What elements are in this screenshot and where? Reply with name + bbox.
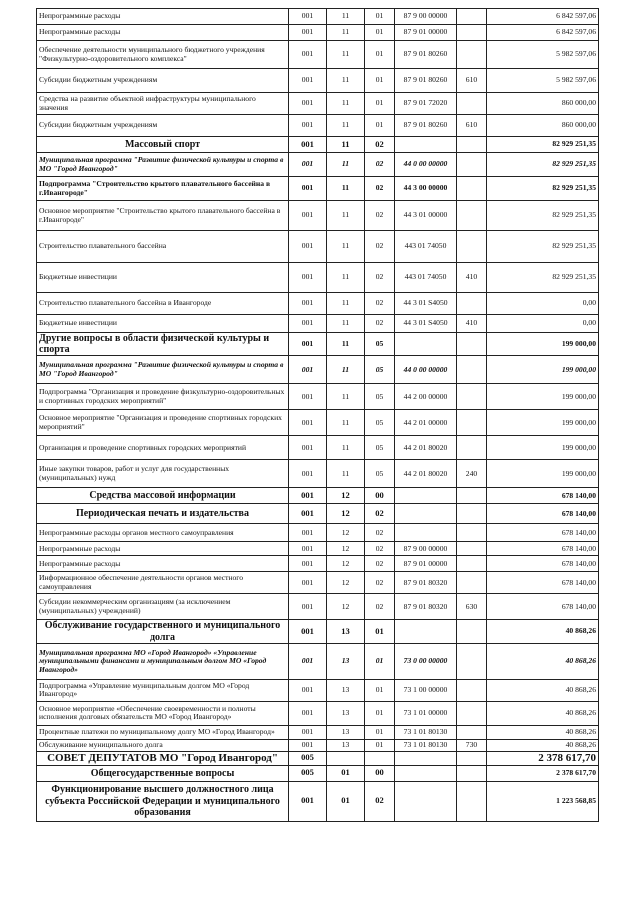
row-name: Субсидии некоммерческим организациям (за исключением (муниципальных) учреждений): [37, 594, 289, 620]
row-expense-type: [457, 384, 487, 410]
row-name: Другие вопросы в области физической культуры и спорта: [37, 333, 289, 356]
row-razdel: 11: [327, 356, 365, 384]
row-sum: 678 140,00: [487, 556, 599, 572]
row-razdel: 01: [327, 765, 365, 781]
row-name: Непрограммные расходы: [37, 542, 289, 556]
row-podrazdel: 01: [365, 115, 395, 137]
row-sum: 199 000,00: [487, 356, 599, 384]
row-ved: 001: [289, 524, 327, 542]
row-expense-type: [457, 620, 487, 643]
row-podrazdel: 02: [365, 542, 395, 556]
row-expense-type: [457, 177, 487, 201]
row-razdel: 12: [327, 572, 365, 594]
row-podrazdel: 01: [365, 701, 395, 725]
row-target-article: 87 9 01 80260: [395, 69, 457, 93]
row-name: Непрограммные расходы: [37, 9, 289, 25]
row-razdel: 11: [327, 263, 365, 293]
row-razdel: 11: [327, 410, 365, 436]
row-expense-type: [457, 765, 487, 781]
row-name: Основное мероприятие "Организация и проведение спортивных городских мероприятий": [37, 410, 289, 436]
row-expense-type: [457, 725, 487, 739]
row-name: Процентные платежи по муниципальному долгу МО «Город Ивангород»: [37, 725, 289, 739]
row-target-article: 44 3 01 S4050: [395, 315, 457, 333]
row-target-article: 87 9 01 80320: [395, 594, 457, 620]
row-ved: 001: [289, 137, 327, 153]
row-expense-type: [457, 556, 487, 572]
row-name: Подпрограмма "Строительство крытого плавательного бассейна в г.Ивангороде": [37, 177, 289, 201]
row-sum: 678 140,00: [487, 542, 599, 556]
row-podrazdel: 02: [365, 315, 395, 333]
row-sum: 199 000,00: [487, 460, 599, 488]
row-expense-type: [457, 93, 487, 115]
row-name: Массовый спорт: [37, 137, 289, 153]
row-name: Муниципальная программа МО «Город Ивангород» «Управление муниципальными финансами и муниципальным долгом МО «Город Ивангород»: [37, 643, 289, 679]
row-name: Строительство плавательного бассейна в Ивангороде: [37, 293, 289, 315]
table-row: [37, 701, 599, 725]
row-podrazdel: 02: [365, 572, 395, 594]
row-sum: 860 000,00: [487, 93, 599, 115]
row-sum: 6 842 597,06: [487, 9, 599, 25]
row-target-article: 443 01 74050: [395, 263, 457, 293]
row-expense-type: [457, 41, 487, 69]
row-sum: 82 929 251,35: [487, 263, 599, 293]
budget-table: [36, 8, 599, 822]
table-row: [37, 504, 599, 524]
row-target-article: 44 3 01 S4050: [395, 293, 457, 315]
row-target-article: [395, 524, 457, 542]
row-sum: 82 929 251,35: [487, 231, 599, 263]
row-ved: 001: [289, 356, 327, 384]
row-target-article: 73 0 00 00000: [395, 643, 457, 679]
table-row: [37, 572, 599, 594]
table-row: [37, 356, 599, 384]
row-ved: 001: [289, 115, 327, 137]
row-razdel: 11: [327, 293, 365, 315]
row-razdel: 12: [327, 524, 365, 542]
row-target-article: 44 2 01 00000: [395, 410, 457, 436]
row-sum: 199 000,00: [487, 384, 599, 410]
row-expense-type: [457, 356, 487, 384]
row-ved: 001: [289, 436, 327, 460]
row-expense-type: [457, 293, 487, 315]
row-sum: 5 982 597,06: [487, 69, 599, 93]
row-expense-type: [457, 781, 487, 821]
row-sum: 6 842 597,06: [487, 25, 599, 41]
row-razdel: 11: [327, 201, 365, 231]
row-razdel: 11: [327, 315, 365, 333]
row-ved: 001: [289, 572, 327, 594]
row-ved: 001: [289, 460, 327, 488]
row-name: Строительство плавательного бассейна: [37, 231, 289, 263]
row-podrazdel: 01: [365, 739, 395, 751]
row-ved: 001: [289, 69, 327, 93]
row-target-article: [395, 137, 457, 153]
row-podrazdel: 01: [365, 643, 395, 679]
row-name: Информационное обеспечение деятельности органов местного самоуправления: [37, 572, 289, 594]
row-razdel: 11: [327, 177, 365, 201]
row-razdel: 12: [327, 556, 365, 572]
row-ved: 001: [289, 542, 327, 556]
row-razdel: 11: [327, 231, 365, 263]
table-row: [37, 115, 599, 137]
row-target-article: 44 0 00 00000: [395, 356, 457, 384]
row-target-article: 44 0 00 00000: [395, 153, 457, 177]
row-ved: 001: [289, 556, 327, 572]
row-expense-type: 730: [457, 739, 487, 751]
table-row: [37, 231, 599, 263]
row-name: Подпрограмма "Организация и проведение физкультурно-оздоровительных и спортивных городских мероприятий": [37, 384, 289, 410]
row-razdel: 13: [327, 679, 365, 701]
table-row: [37, 643, 599, 679]
row-podrazdel: 02: [365, 263, 395, 293]
table-row: [37, 263, 599, 293]
row-target-article: 87 9 01 80260: [395, 115, 457, 137]
row-sum: 678 140,00: [487, 488, 599, 504]
row-expense-type: 240: [457, 460, 487, 488]
row-name: Муниципальная программа "Развитие физической культуры и спорта в МО "Город Ивангород": [37, 153, 289, 177]
table-row: [37, 93, 599, 115]
row-name: Непрограммные расходы: [37, 556, 289, 572]
row-sum: 678 140,00: [487, 504, 599, 524]
row-sum: 199 000,00: [487, 333, 599, 356]
row-razdel: 11: [327, 384, 365, 410]
row-sum: 5 982 597,06: [487, 41, 599, 69]
row-podrazdel: 01: [365, 679, 395, 701]
row-ved: 001: [289, 293, 327, 315]
row-sum: 40 868,26: [487, 620, 599, 643]
row-name: Средства массовой информации: [37, 488, 289, 504]
row-expense-type: [457, 701, 487, 725]
row-podrazdel: 02: [365, 177, 395, 201]
row-sum: 199 000,00: [487, 410, 599, 436]
row-expense-type: [457, 153, 487, 177]
row-name: Средства на развитие объектной инфраструктуры муниципального значения: [37, 93, 289, 115]
row-ved: 001: [289, 504, 327, 524]
row-target-article: 87 9 01 80320: [395, 572, 457, 594]
row-razdel: 11: [327, 115, 365, 137]
table-row: [37, 25, 599, 41]
row-expense-type: [457, 488, 487, 504]
row-expense-type: [457, 410, 487, 436]
table-row: [37, 751, 599, 765]
row-razdel: 11: [327, 460, 365, 488]
row-ved: 001: [289, 725, 327, 739]
table-row: [37, 315, 599, 333]
row-name: Иные закупки товаров, работ и услуг для государственных (муниципальных) нужд: [37, 460, 289, 488]
table-row: [37, 9, 599, 25]
row-podrazdel: 01: [365, 620, 395, 643]
table-row: [37, 460, 599, 488]
table-row: [37, 293, 599, 315]
row-sum: 40 868,26: [487, 725, 599, 739]
table-row: [37, 410, 599, 436]
row-razdel: 13: [327, 643, 365, 679]
row-expense-type: [457, 25, 487, 41]
row-sum: 1 223 568,85: [487, 781, 599, 821]
row-podrazdel: 05: [365, 384, 395, 410]
row-ved: 005: [289, 765, 327, 781]
row-sum: 2 378 617,70: [487, 765, 599, 781]
row-name: Бюджетные инвестиции: [37, 315, 289, 333]
row-target-article: 87 9 01 00000: [395, 556, 457, 572]
row-ved: 001: [289, 153, 327, 177]
row-target-article: 44 3 01 00000: [395, 201, 457, 231]
row-expense-type: 410: [457, 263, 487, 293]
row-razdel: 11: [327, 41, 365, 69]
row-expense-type: [457, 572, 487, 594]
table-row: [37, 556, 599, 572]
row-ved: 001: [289, 9, 327, 25]
row-podrazdel: 00: [365, 765, 395, 781]
row-podrazdel: 01: [365, 41, 395, 69]
row-name: Обслуживание муниципального долга: [37, 739, 289, 751]
table-row: [37, 333, 599, 356]
row-podrazdel: 05: [365, 356, 395, 384]
table-row: [37, 41, 599, 69]
row-podrazdel: 01: [365, 93, 395, 115]
row-razdel: 11: [327, 9, 365, 25]
row-target-article: 87 9 01 80260: [395, 41, 457, 69]
row-sum: 199 000,00: [487, 436, 599, 460]
table-row: [37, 765, 599, 781]
row-ved: 001: [289, 739, 327, 751]
row-razdel: 01: [327, 781, 365, 821]
row-podrazdel: 00: [365, 488, 395, 504]
row-target-article: 44 3 00 00000: [395, 177, 457, 201]
row-ved: 001: [289, 594, 327, 620]
row-name: Общегосударственные вопросы: [37, 765, 289, 781]
row-name: Бюджетные инвестиции: [37, 263, 289, 293]
row-sum: 82 929 251,35: [487, 153, 599, 177]
row-podrazdel: [365, 751, 395, 765]
row-expense-type: [457, 436, 487, 460]
row-podrazdel: 02: [365, 556, 395, 572]
row-name: Субсидии бюджетным учреждениям: [37, 69, 289, 93]
row-name: Субсидии бюджетным учреждениям: [37, 115, 289, 137]
row-ved: 001: [289, 315, 327, 333]
row-podrazdel: 02: [365, 524, 395, 542]
row-target-article: 87 9 00 00000: [395, 542, 457, 556]
row-podrazdel: 02: [365, 781, 395, 821]
row-razdel: [327, 751, 365, 765]
row-target-article: 44 2 01 80020: [395, 436, 457, 460]
row-podrazdel: 02: [365, 231, 395, 263]
table-row: [37, 620, 599, 643]
row-podrazdel: 05: [365, 410, 395, 436]
row-expense-type: [457, 524, 487, 542]
row-sum: 678 140,00: [487, 594, 599, 620]
table-row: [37, 679, 599, 701]
row-target-article: 73 1 01 80130: [395, 739, 457, 751]
table-row: [37, 436, 599, 460]
row-name: Обслуживание государственного и муниципального долга: [37, 620, 289, 643]
row-podrazdel: 02: [365, 293, 395, 315]
row-sum: 40 868,26: [487, 679, 599, 701]
row-name: Периодическая печать и издательства: [37, 504, 289, 524]
row-razdel: 11: [327, 25, 365, 41]
row-podrazdel: 02: [365, 504, 395, 524]
table-row: [37, 739, 599, 751]
row-target-article: 44 2 00 00000: [395, 384, 457, 410]
row-expense-type: [457, 679, 487, 701]
table-row: [37, 384, 599, 410]
row-ved: 001: [289, 620, 327, 643]
row-expense-type: [457, 9, 487, 25]
row-sum: 40 868,26: [487, 701, 599, 725]
row-sum: 678 140,00: [487, 524, 599, 542]
table-row: [37, 725, 599, 739]
row-expense-type: 610: [457, 115, 487, 137]
table-row: [37, 177, 599, 201]
row-ved: 001: [289, 231, 327, 263]
row-name: Муниципальная программа "Развитие физической культуры и спорта в МО "Город Ивангород": [37, 356, 289, 384]
row-ved: 001: [289, 333, 327, 356]
row-sum: 82 929 251,35: [487, 137, 599, 153]
row-podrazdel: 02: [365, 201, 395, 231]
row-ved: 001: [289, 701, 327, 725]
row-target-article: [395, 504, 457, 524]
row-podrazdel: 01: [365, 69, 395, 93]
row-target-article: 73 1 01 80130: [395, 725, 457, 739]
row-sum: 860 000,00: [487, 115, 599, 137]
row-sum: 678 140,00: [487, 572, 599, 594]
row-ved: 001: [289, 93, 327, 115]
table-row: [37, 201, 599, 231]
row-sum: 2 378 617,70: [487, 751, 599, 765]
row-target-article: 44 2 01 80020: [395, 460, 457, 488]
row-name: Непрограммные расходы: [37, 25, 289, 41]
table-row: [37, 153, 599, 177]
row-target-article: 73 1 01 00000: [395, 701, 457, 725]
row-razdel: 13: [327, 701, 365, 725]
row-name: СОВЕТ ДЕПУТАТОВ МО "Город Ивангород": [37, 751, 289, 765]
row-podrazdel: 02: [365, 137, 395, 153]
row-ved: 001: [289, 201, 327, 231]
row-sum: 40 868,26: [487, 739, 599, 751]
row-expense-type: 410: [457, 315, 487, 333]
row-sum: 0,00: [487, 293, 599, 315]
row-sum: 40 868,26: [487, 643, 599, 679]
row-expense-type: [457, 201, 487, 231]
row-razdel: 12: [327, 488, 365, 504]
row-podrazdel: 05: [365, 436, 395, 460]
row-target-article: [395, 333, 457, 356]
row-name: Обеспечение деятельности муниципального бюджетного учреждения "Физкультурно-оздоровительного комплекса": [37, 41, 289, 69]
row-razdel: 13: [327, 725, 365, 739]
table-row: [37, 488, 599, 504]
row-podrazdel: 05: [365, 460, 395, 488]
row-podrazdel: 01: [365, 25, 395, 41]
row-expense-type: [457, 542, 487, 556]
row-razdel: 13: [327, 739, 365, 751]
row-ved: 001: [289, 643, 327, 679]
row-target-article: 87 9 01 00000: [395, 25, 457, 41]
row-target-article: [395, 488, 457, 504]
row-ved: 001: [289, 488, 327, 504]
row-razdel: 11: [327, 333, 365, 356]
row-razdel: 12: [327, 542, 365, 556]
row-expense-type: [457, 231, 487, 263]
row-target-article: 87 9 00 00000: [395, 9, 457, 25]
row-target-article: [395, 751, 457, 765]
row-expense-type: [457, 643, 487, 679]
row-sum: 0,00: [487, 315, 599, 333]
table-row: [37, 524, 599, 542]
row-ved: 001: [289, 177, 327, 201]
row-ved: 001: [289, 679, 327, 701]
row-target-article: 73 1 00 00000: [395, 679, 457, 701]
row-name: Основное мероприятие «Обеспечение своевременности и полноты исполнения долговых обязательств МО «Город Ивангород»: [37, 701, 289, 725]
row-razdel: 11: [327, 153, 365, 177]
table-row: [37, 542, 599, 556]
row-razdel: 11: [327, 137, 365, 153]
table-row: [37, 69, 599, 93]
row-name: Функционирование высшего должностного лица субъекта Российской Федерации и муниципального образования: [37, 781, 289, 821]
row-expense-type: [457, 504, 487, 524]
row-expense-type: [457, 751, 487, 765]
row-podrazdel: 01: [365, 725, 395, 739]
row-razdel: 11: [327, 69, 365, 93]
row-sum: 82 929 251,35: [487, 177, 599, 201]
table-row: [37, 137, 599, 153]
row-expense-type: [457, 137, 487, 153]
row-ved: 001: [289, 41, 327, 69]
row-target-article: [395, 620, 457, 643]
row-razdel: 11: [327, 436, 365, 460]
row-target-article: [395, 781, 457, 821]
row-podrazdel: 02: [365, 594, 395, 620]
row-razdel: 11: [327, 93, 365, 115]
row-sum: 82 929 251,35: [487, 201, 599, 231]
row-podrazdel: 01: [365, 9, 395, 25]
row-razdel: 12: [327, 594, 365, 620]
row-target-article: 443 01 74050: [395, 231, 457, 263]
row-name: Непрограммные расходы органов местного самоуправления: [37, 524, 289, 542]
row-ved: 001: [289, 410, 327, 436]
row-target-article: [395, 765, 457, 781]
row-ved: 001: [289, 384, 327, 410]
row-expense-type: 610: [457, 69, 487, 93]
row-ved: 005: [289, 751, 327, 765]
row-expense-type: 630: [457, 594, 487, 620]
row-expense-type: [457, 333, 487, 356]
row-ved: 001: [289, 781, 327, 821]
row-razdel: 12: [327, 504, 365, 524]
table-row: [37, 781, 599, 821]
row-podrazdel: 05: [365, 333, 395, 356]
row-podrazdel: 02: [365, 153, 395, 177]
row-target-article: 87 9 01 72020: [395, 93, 457, 115]
row-name: Подпрограмма «Управление муниципальным долгом МО «Город Ивангород»: [37, 679, 289, 701]
row-ved: 001: [289, 25, 327, 41]
row-name: Основное мероприятие "Строительство крытого плавательного бассейна в г.Ивангороде": [37, 201, 289, 231]
row-name: Организация и проведение спортивных городских мероприятий: [37, 436, 289, 460]
table-row: [37, 594, 599, 620]
row-ved: 001: [289, 263, 327, 293]
row-razdel: 13: [327, 620, 365, 643]
